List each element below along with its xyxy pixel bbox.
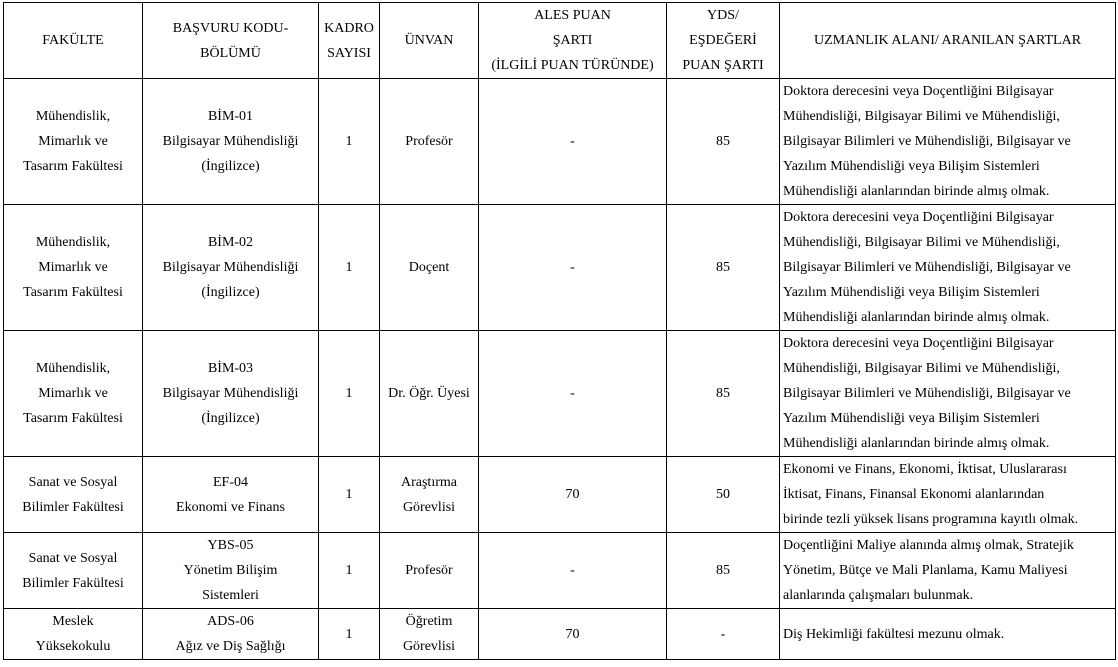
table-row xyxy=(4,331,1116,457)
cell-faculty: Meslek Yüksekokulu xyxy=(4,609,143,660)
cell-yds: - xyxy=(667,609,780,660)
cell-faculty: Mühendislik, Mimarlık ve Tasarım Fakültesi xyxy=(4,205,143,331)
cell-yds: 85 xyxy=(667,205,780,331)
cell-ales: 70 xyxy=(479,457,667,533)
cell-quota: 1 xyxy=(319,205,380,331)
cell-faculty: Mühendislik, Mimarlık ve Tasarım Fakültesi xyxy=(4,331,143,457)
cell-quota: 1 xyxy=(319,609,380,660)
table-row xyxy=(4,457,1116,533)
cell-requirements: Ekonomi ve Finans, Ekonomi, İktisat, Uluslararası İktisat, Finans, Finansal Ekonomi alanlarından birinde tezli yüksek lisans programına kayıtlı olmak. xyxy=(780,457,1116,533)
cell-ales: 70 xyxy=(479,609,667,660)
cell-code: BİM-01 Bilgisayar Mühendisliği (İngilizce) xyxy=(143,79,319,205)
cell-yds: 85 xyxy=(667,533,780,609)
cell-yds: 50 xyxy=(667,457,780,533)
header-code: BAŞVURU KODU- BÖLÜMÜ xyxy=(143,3,319,79)
cell-title: Profesör xyxy=(380,533,479,609)
table-row xyxy=(4,205,1116,331)
cell-ales: - xyxy=(479,331,667,457)
cell-requirements: Doktora derecesini veya Doçentliğini Bilgisayar Mühendisliği, Bilgisayar Bilimi ve Mühendisliği, Bilgisayar Bilimleri ve Mühendisliği, Bilgisayar ve Yazılım Mühendisliği veya Bilişim Sistemleri Mühendisliği alanlarından birinde almış olmak. xyxy=(780,79,1116,205)
table-row xyxy=(4,533,1116,609)
cell-code: ADS-06 Ağız ve Diş Sağlığı xyxy=(143,609,319,660)
header-yds: YDS/ EŞDEĞERİ PUAN ŞARTI xyxy=(667,3,780,79)
table-row xyxy=(4,609,1116,660)
cell-code: BİM-02 Bilgisayar Mühendisliği (İngilizce) xyxy=(143,205,319,331)
cell-faculty: Mühendislik, Mimarlık ve Tasarım Fakültesi xyxy=(4,79,143,205)
header-quota: KADRO SAYISI xyxy=(319,3,380,79)
positions-table xyxy=(3,2,1116,660)
cell-quota: 1 xyxy=(319,79,380,205)
cell-code: EF-04 Ekonomi ve Finans xyxy=(143,457,319,533)
header-ales: ALES PUAN ŞARTI (İLGİLİ PUAN TÜRÜNDE) xyxy=(479,3,667,79)
cell-quota: 1 xyxy=(319,457,380,533)
header-requirements: UZMANLIK ALANI/ ARANILAN ŞARTLAR xyxy=(780,3,1116,79)
cell-quota: 1 xyxy=(319,533,380,609)
cell-yds: 85 xyxy=(667,331,780,457)
header-title: ÜNVAN xyxy=(380,3,479,79)
cell-title: Öğretim Görevlisi xyxy=(380,609,479,660)
cell-faculty: Sanat ve Sosyal Bilimler Fakültesi xyxy=(4,533,143,609)
cell-code: BİM-03 Bilgisayar Mühendisliği (İngilizce) xyxy=(143,331,319,457)
cell-ales: - xyxy=(479,205,667,331)
cell-requirements: Doktora derecesini veya Doçentliğini Bilgisayar Mühendisliği, Bilgisayar Bilimi ve Mühendisliği, Bilgisayar Bilimleri ve Mühendisliği, Bilgisayar ve Yazılım Mühendisliği veya Bilişim Sistemleri Mühendisliği alanlarından birinde almış olmak. xyxy=(780,331,1116,457)
cell-ales: - xyxy=(479,79,667,205)
table-row xyxy=(4,79,1116,205)
cell-requirements: Doçentliğini Maliye alanında almış olmak, Stratejik Yönetim, Bütçe ve Mali Planlama, Kamu Maliyesi alanlarında çalışmaları bulunmak. xyxy=(780,533,1116,609)
cell-quota: 1 xyxy=(319,331,380,457)
cell-title: Doçent xyxy=(380,205,479,331)
header-row xyxy=(4,3,1116,79)
cell-title: Dr. Öğr. Üyesi xyxy=(380,331,479,457)
header-faculty: FAKÜLTE xyxy=(4,3,143,79)
cell-requirements: Doktora derecesini veya Doçentliğini Bilgisayar Mühendisliği, Bilgisayar Bilimi ve Mühendisliği, Bilgisayar Bilimleri ve Mühendisliği, Bilgisayar ve Yazılım Mühendisliği veya Bilişim Sistemleri Mühendisliği alanlarından birinde almış olmak. xyxy=(780,205,1116,331)
cell-title: Profesör xyxy=(380,79,479,205)
cell-ales: - xyxy=(479,533,667,609)
cell-yds: 85 xyxy=(667,79,780,205)
cell-code: YBS-05 Yönetim Bilişim Sistemleri xyxy=(143,533,319,609)
cell-faculty: Sanat ve Sosyal Bilimler Fakültesi xyxy=(4,457,143,533)
cell-title: Araştırma Görevlisi xyxy=(380,457,479,533)
cell-requirements: Diş Hekimliği fakültesi mezunu olmak. xyxy=(780,609,1116,660)
